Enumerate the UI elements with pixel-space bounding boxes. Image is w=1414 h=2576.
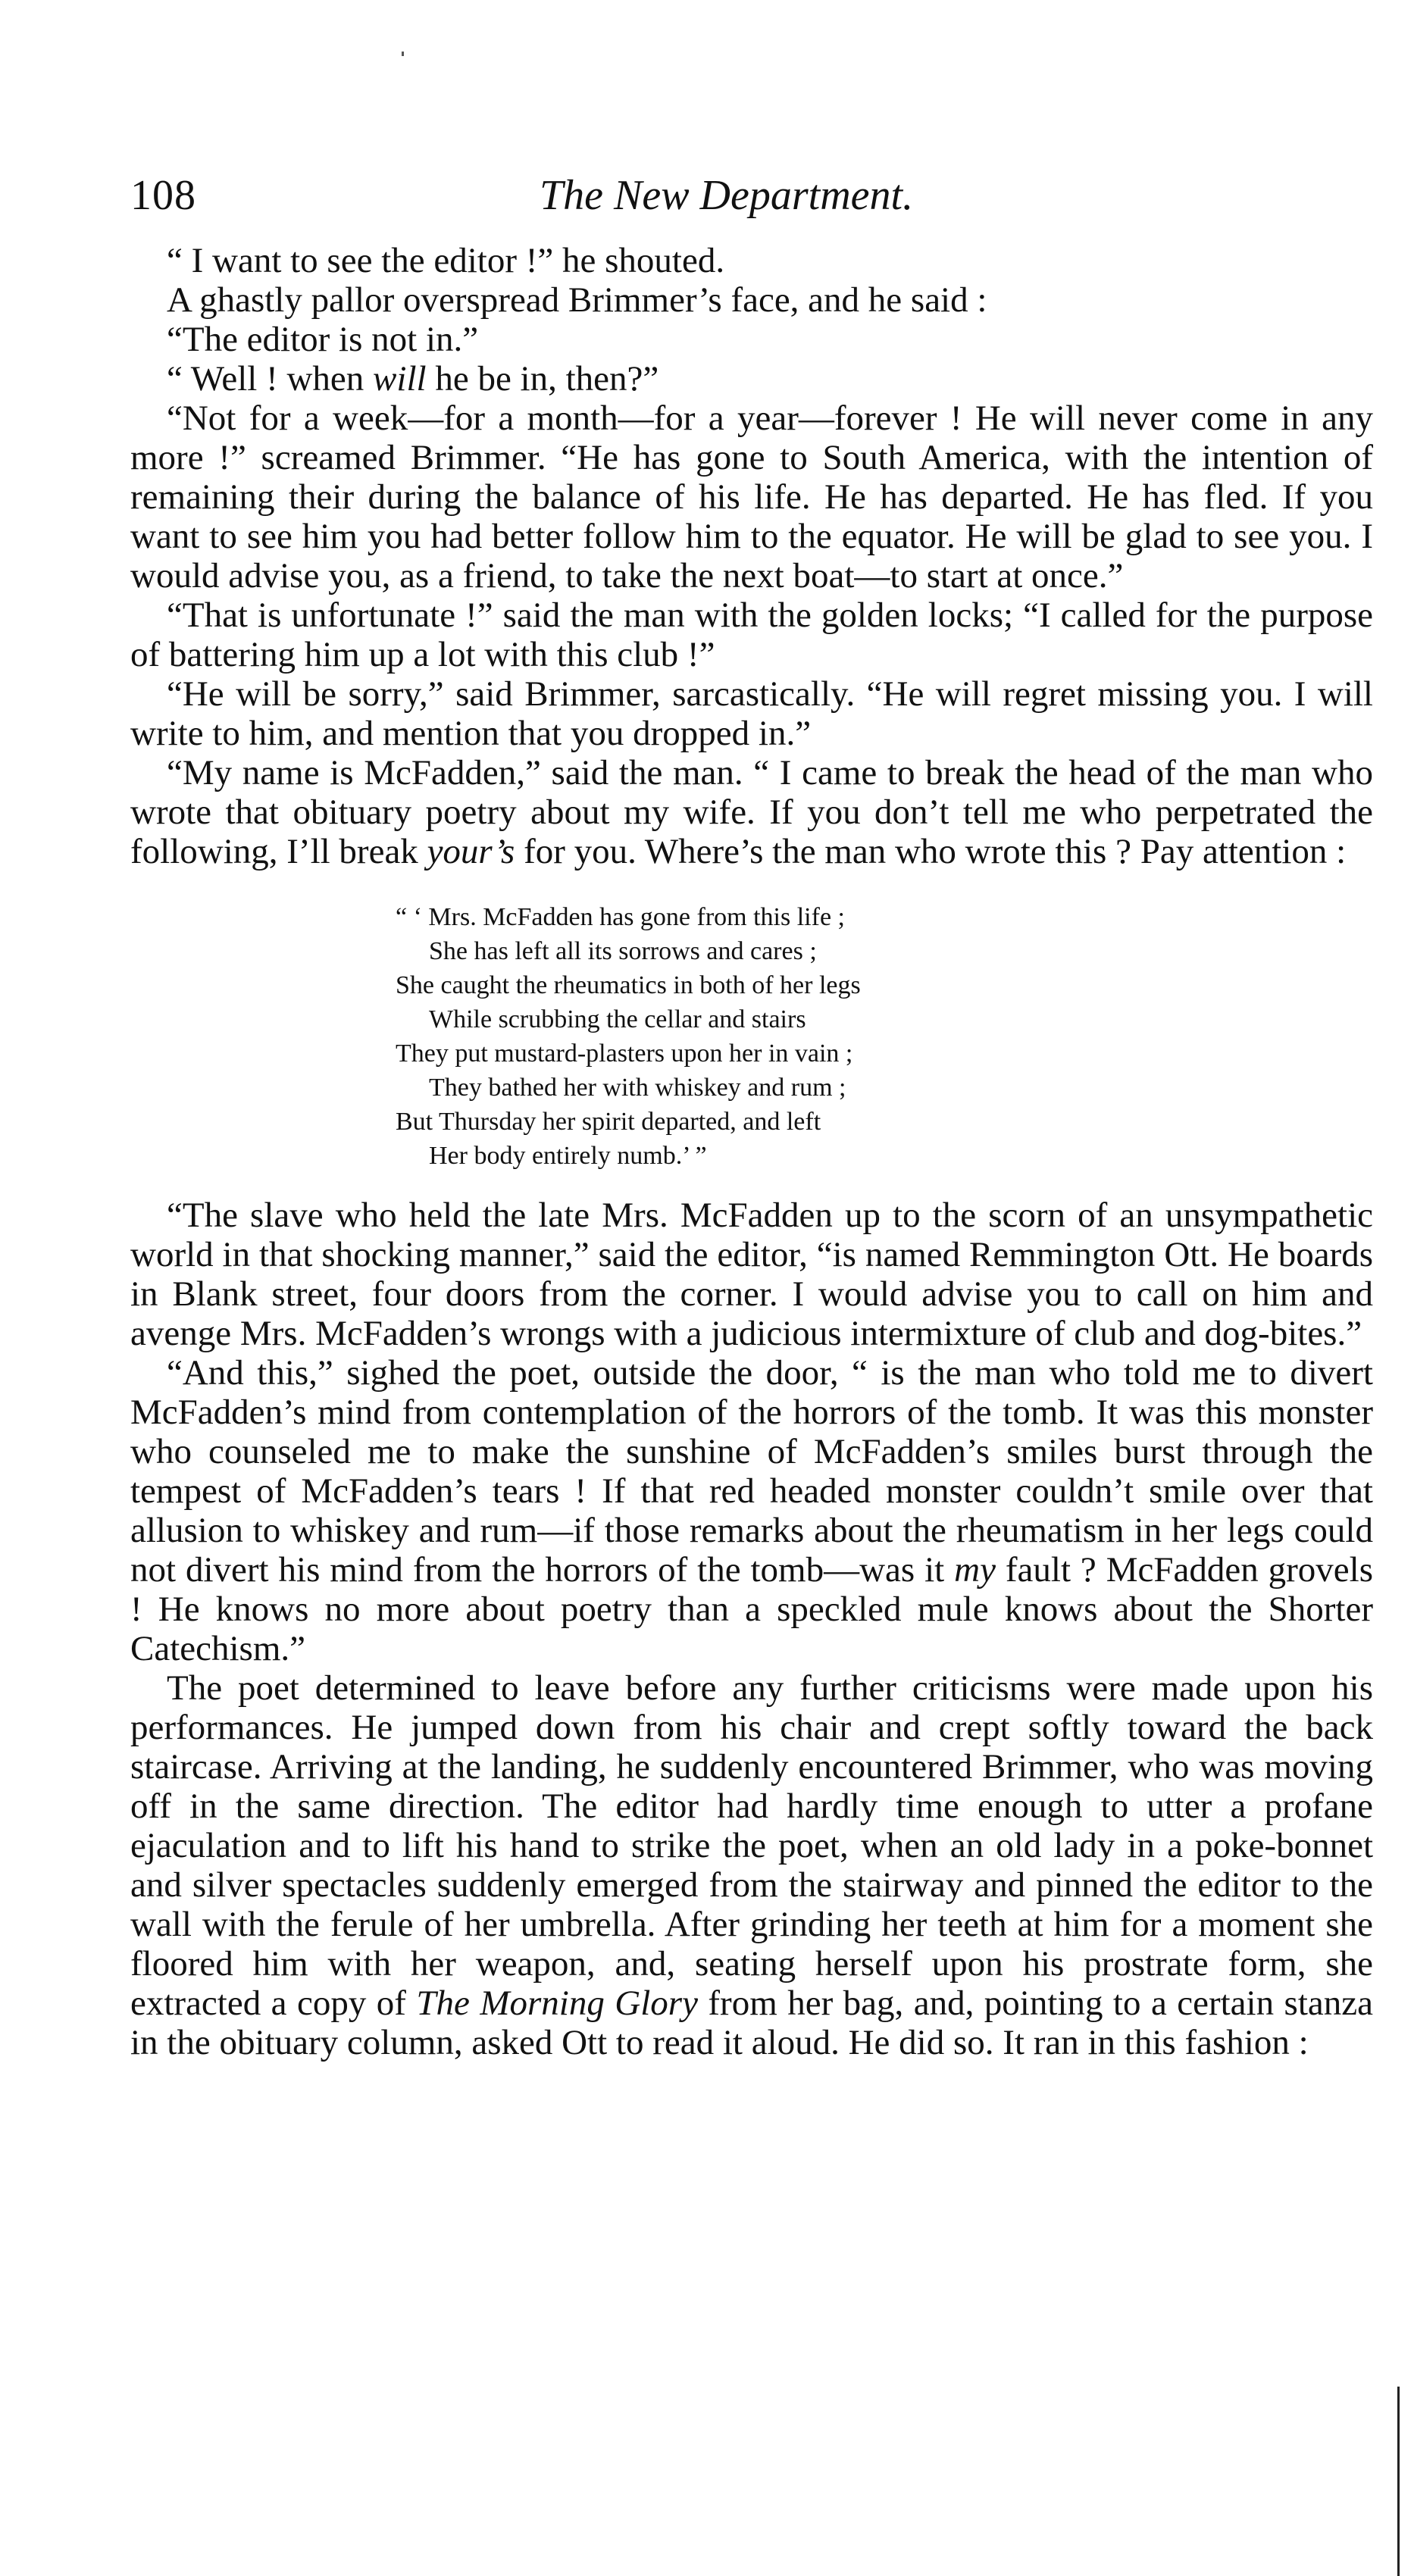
poem-line: She caught the rheumatics in both of her legs <box>396 971 861 999</box>
poem-line: Her body entirely numb.’ ” <box>429 1142 707 1170</box>
paragraph: “The editor is not in.” <box>167 320 479 359</box>
emphasis: your’s <box>427 832 515 871</box>
poem-line: They put mustard-plasters upon her in vain ; <box>396 1039 853 1068</box>
poem-line: They bathed her with whiskey and rum ; <box>429 1074 846 1102</box>
paragraph: “That is unfortunate !” said the man with the golden locks; “I called for the purpose of battering him up a lot with this club !” <box>130 596 1373 674</box>
paragraph: “And this,” sighed the poet, outside the door, “ is the man who told me to divert McFadden’s mind from contemplation of the horrors of the tomb. It was this monster who counseled me to make the sunshine of McFadden’s smiles burst through the tempest of McFadden’s tears ! If that red headed monster couldn’t smile over that allusion to whiskey and rum—if those remarks about the rheumatism in her legs could not divert his mind from the horrors of the tomb—was it my fault ? McFadden grovels ! He knows no more about poetry than a speckled mule knows about the Shorter Catechism.” <box>130 1353 1373 1668</box>
margin-rule <box>1397 2387 1400 2576</box>
page-header <box>130 171 1381 232</box>
body-text <box>130 241 1373 2062</box>
emphasis: my <box>954 1550 996 1590</box>
paragraph: “My name is McFadden,” said the man. “ I came to break the head of the man who wrote that obituary poetry about my wife. If you don’t tell me who perpetrated the following, I’ll break your’s for you. Where’s the man who wrote this ? Pay attention : <box>130 753 1373 871</box>
paragraph: “The slave who held the late Mrs. McFadden up to the scorn of an unsympathetic world in that shocking manner,” said the editor, “is named Remmington Ott. He boards in Blank street, four doors from the corner. I would advise you to call on him and avenge Mrs. McFadden’s wrongs with a judicious intermixture of club and dog-bites.” <box>130 1196 1373 1353</box>
paragraph: “ Well ! when will he be in, then?” <box>167 359 659 399</box>
emphasis: will <box>373 359 427 399</box>
running-title: The New Department. <box>540 172 914 219</box>
poem-line: “ ‘ Mrs. McFadden has gone from this life ; <box>396 903 845 931</box>
poem-line: She has left all its sorrows and cares ; <box>429 937 817 965</box>
paragraph: The poet determined to leave before any further criticisms were made upon his performances. He jumped down from his chair and crept softly toward the back staircase. Arriving at the landing, he suddenly encountered Brimmer, who was moving off in the same direction. The editor had hardly time enough to utter a profane ejaculation and to lift his hand to strike the poet, when an old lady in a poke-bonnet and silver spectacles suddenly emerged from the stairway and pinned the editor to the wall with the ferule of her umbrella. After grinding her teeth at him for a moment she floored him with her weapon, and, seating herself upon his prostrate form, she extracted a copy of The Morning Glory from her bag, and, pointing to a certain stanza in the obituary column, asked Ott to read it aloud. He did so. It ran in this fashion : <box>130 1668 1373 2062</box>
emphasis: The Morning Glory <box>416 1984 698 2023</box>
book-page <box>130 0 1381 2576</box>
paragraph: A ghastly pallor overspread Brimmer’s face, and he said : <box>167 280 987 320</box>
paragraph: “ I want to see the editor !” he shouted. <box>167 241 725 280</box>
obituary-poem <box>396 900 1373 1173</box>
page-number: 108 <box>130 172 196 219</box>
poem-line: While scrubbing the cellar and stairs <box>429 1005 806 1033</box>
paragraph: “Not for a week—for a month—for a year—forever ! He will never come in any more !” screamed Brimmer. “He has gone to South America, with the intention of remaining their during the balance of his life. He has departed. He has fled. If you want to see him you had better follow him to the equator. He will be glad to see you. I would advise you, as a friend, to take the next boat—to start at once.” <box>130 399 1373 596</box>
poem-line: But Thursday her spirit departed, and left <box>396 1108 821 1136</box>
paragraph: “He will be sorry,” said Brimmer, sarcastically. “He will regret missing you. I will write to him, and mention that you dropped in.” <box>130 674 1373 753</box>
